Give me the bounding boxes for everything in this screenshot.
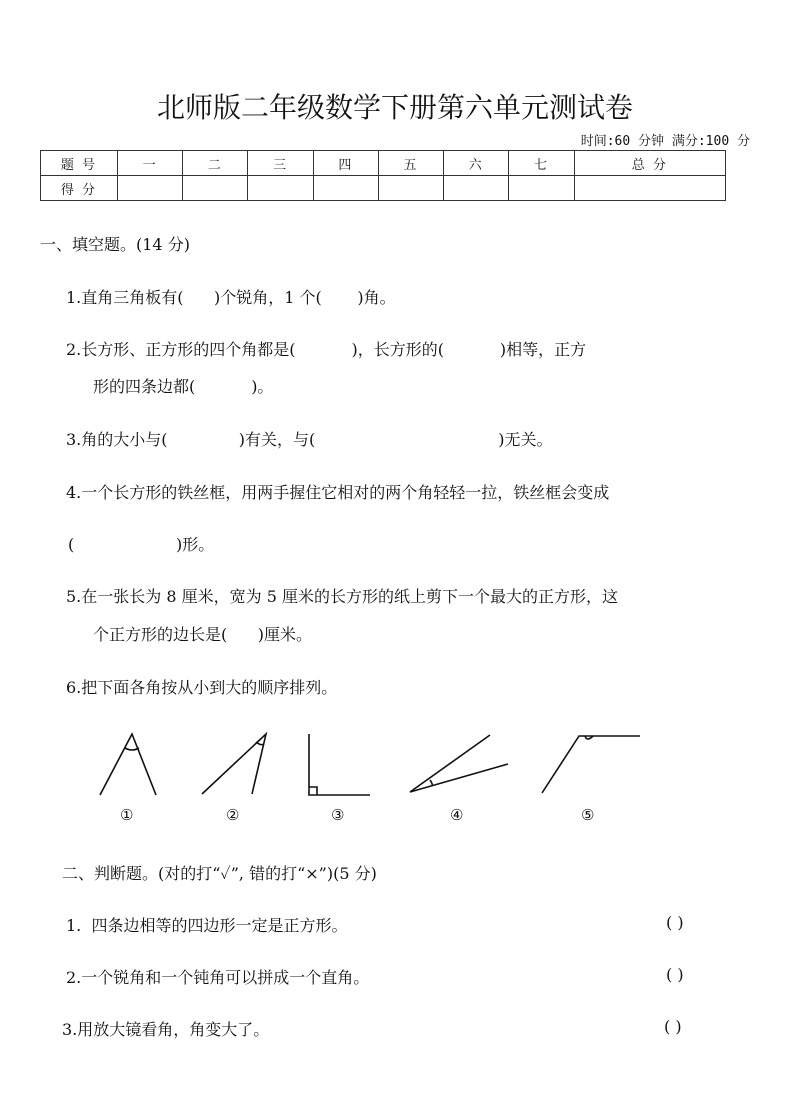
score-cell[interactable] bbox=[248, 176, 313, 201]
header-cell: 三 bbox=[248, 151, 313, 176]
judgement-2: 2.一个锐角和一个钝角可以拼成一个直角。 bbox=[66, 968, 370, 987]
header-cell: 总 分 bbox=[574, 151, 725, 176]
exam-meta: 时间:60 分钟 满分:100 分 bbox=[580, 134, 750, 149]
row-label-cell: 得 分 bbox=[41, 176, 118, 201]
question-2-line1: 2.长方形、正方形的四个角都是( )，长方形的( )相等，正方 bbox=[66, 340, 587, 359]
section2-heading: 二、判断题。(对的打“✓”, 错的打“×”)(5 分) bbox=[62, 864, 377, 883]
question-5-line1: 5.在一张长为 8 厘米，宽为 5 厘米的长方形的纸上剪下一个最大的正方形，这 bbox=[66, 587, 618, 606]
question-5-line2: 个正方形的边长是( )厘米。 bbox=[93, 625, 313, 644]
score-cell[interactable] bbox=[444, 176, 509, 201]
answer-paren-3[interactable]: ( ) bbox=[664, 1017, 682, 1036]
header-cell: 四 bbox=[313, 151, 378, 176]
angle-label-5: ⑤ bbox=[581, 806, 595, 824]
judgement-1: 1. 四条边相等的四边形一定是正方形。 bbox=[66, 916, 348, 935]
angle-label-1: ① bbox=[120, 806, 134, 824]
angle-1-figure bbox=[100, 734, 156, 795]
header-cell: 一 bbox=[118, 151, 183, 176]
question-2-line2: 形的四条边都( )。 bbox=[93, 377, 274, 396]
angles-figure bbox=[90, 722, 650, 832]
judgement-3: 3.用放大镜看角，角变大了。 bbox=[62, 1020, 270, 1039]
header-cell: 题 号 bbox=[41, 151, 118, 176]
score-cell[interactable] bbox=[378, 176, 443, 201]
header-cell: 七 bbox=[509, 151, 574, 176]
question-4-line1: 4.一个长方形的铁丝框，用两手握住它相对的两个角轻轻一拉，铁丝框会变成 bbox=[66, 483, 610, 502]
answer-paren-2[interactable]: ( ) bbox=[666, 965, 684, 984]
header-cell: 二 bbox=[183, 151, 248, 176]
angle-label-3: ③ bbox=[331, 806, 345, 824]
header-cell: 五 bbox=[378, 151, 443, 176]
score-table bbox=[40, 150, 726, 201]
header-cell: 六 bbox=[444, 151, 509, 176]
angle-3-figure bbox=[309, 734, 370, 795]
section1-heading: 一、填空题。(14 分) bbox=[40, 235, 190, 254]
question-3: 3.角的大小与( )有关，与( )无关。 bbox=[66, 430, 553, 449]
angle-5-figure bbox=[542, 736, 640, 793]
angle-label-2: ② bbox=[226, 806, 240, 824]
angle-2-figure bbox=[202, 734, 266, 794]
angle-label-4: ④ bbox=[450, 806, 464, 824]
score-table-score-row bbox=[41, 176, 726, 201]
angle-4-figure bbox=[410, 735, 508, 792]
answer-paren-1[interactable]: ( ) bbox=[666, 913, 684, 932]
score-cell[interactable] bbox=[118, 176, 183, 201]
score-table-header-row bbox=[41, 151, 726, 176]
score-cell[interactable] bbox=[183, 176, 248, 201]
score-cell[interactable] bbox=[509, 176, 574, 201]
page-title: 北师版二年级数学下册第六单元测试卷 bbox=[156, 91, 633, 124]
score-cell[interactable] bbox=[574, 176, 725, 201]
question-1: 1.直角三角板有( )个锐角，1 个( )角。 bbox=[66, 288, 396, 307]
question-4-line2: ( )形。 bbox=[68, 535, 215, 554]
score-cell[interactable] bbox=[313, 176, 378, 201]
question-6: 6.把下面各角按从小到大的顺序排列。 bbox=[66, 678, 338, 697]
